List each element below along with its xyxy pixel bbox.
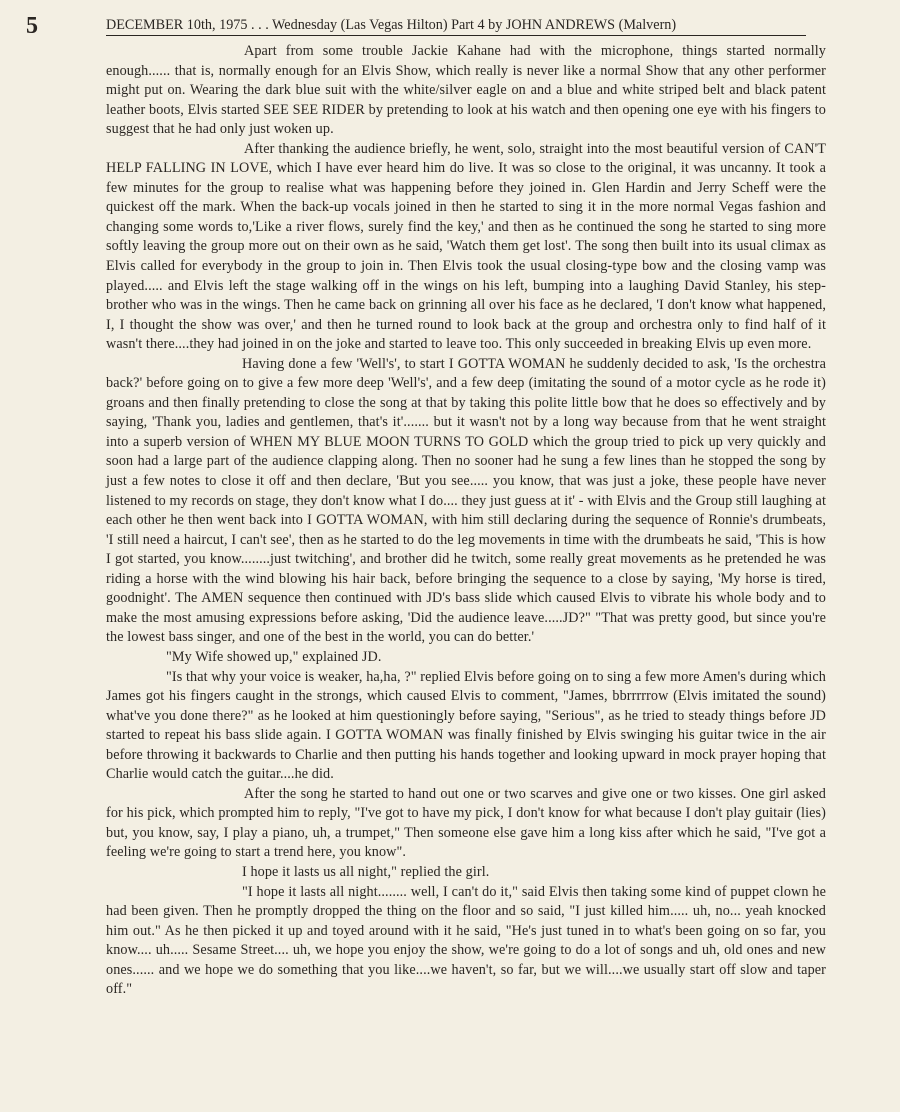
paragraph-4: "My Wife showed up," explained JD. bbox=[166, 648, 382, 665]
paragraph-1: Apart from some trouble Jackie Kahane had with the microphone, things started normally enough...... that is, normally enough for an Elvis Show, which really is never like a normal Show that any other performer might put on. Wearing the dark blue suit with the white/silver eagle on and a blue and white striped belt and black patent leather boots, Elvis started SEE SEE RIDER by pretending to look at his watch and then opening one eye with his fingers to suggest that he had only just woken up. bbox=[106, 43, 826, 138]
paragraph-2: After thanking the audience briefly, he went, solo, straight into the most beautiful version of CAN'T HELP FALLING IN LOVE, which I have ever heard him do live. It was so close to the original, it was uncanny. It took a few minutes for the group to realise what was happening before they joined in. Glen Hardin and Jerry Scheff were the quickest off the mark. When the back-up vocals joined in then he started to sing it in the more normal Vegas fashion and changing some words to,'Like a river flows, surely find the key,' and then as he continued the song he started to sing more softly leaving the group more out on their own as he said, 'Watch them get lost'. The song then built into its usual climax as Elvis called for everybody in the group to join in. Then Elvis took the usual closing-type bow and the closing vamp was played..... and Elvis left the stage walking off in the wings on his left, bumping into a laughing David Stanley, his step-brother who was in the wings. Then he came back on grinning all over his face as he declared, 'I don't know what happened, I, I thought the show was over,' and then he turned round to look back at the group and orchestra only to find half of it wasn't there....they had joined in on the joke and started to leave too. This only succeeded in breaking Elvis up even more. bbox=[106, 140, 826, 353]
article-body bbox=[106, 42, 826, 1000]
paragraph-8: "I hope it lasts all night........ well, I can't do it," said Elvis then taking some kind of puppet clown he had been given. Then he promptly dropped the thing on the floor and so said, "I just killed him..... uh, no... yeah knocked him out." As he then picked it up and toyed around with it he said, "He's just tuned in to what's been going on so far, you know.... uh..... Sesame Street.... uh, we hope you enjoy the show, we're going to do a lot of songs and uh, old ones and new ones...... and we hope we do something that you like....we haven't, so far, but we will....we usually start off slow and taper off." bbox=[106, 883, 826, 998]
paragraph-7: I hope it lasts us all night," replied the girl. bbox=[242, 863, 490, 880]
page-number: 5 bbox=[26, 13, 38, 39]
paragraph-6: After the song he started to hand out one or two scarves and give one or two kisses. One girl asked for his pick, which prompted him to reply, "I've got to have my pick, I don't know for what because I don't play guitair (lies) but, you know, say, I play a piano, uh, a trumpet," Then someone else gave him a long kiss after which he said, "I've got a feeling we're going to start a trend here, you know". bbox=[106, 785, 826, 861]
paragraph-5: "Is that why your voice is weaker, ha,ha, ?" replied Elvis before going on to sing a few more Amen's during which James got his fingers caught in the strongs, which caused Elvis to comment, "James, bbrrrrrow (Elvis imitated the sound) what've you done there?" as he looked at him questioningly before saying, "Serious", as he tried to steady things before JD started to repeat his bass slide again. I GOTTA WOMAN was finally finished by Elvis swinging his guitar twice in the air before throwing it backwards to Charlie and then putting his hands together and looking upward in mock prayer hoping that Charlie would catch the guitar....he did. bbox=[106, 668, 826, 783]
page-header: DECEMBER 10th, 1975 . . . Wednesday (Las Vegas Hilton) Part 4 by JOHN ANDREWS (Malvern) bbox=[106, 16, 806, 36]
paragraph-3: Having done a few 'Well's', to start I GOTTA WOMAN he suddenly decided to ask, 'Is the orchestra back?' before going on to give a few more deep 'Well's', and a few deep (imitating the sound of a motor cycle as he rode it) groans and then finally pretending to close the song at that by taking this polite little bow that he does so effectively and by saying, 'Thank you, ladies and gentlemen, that's it'....... but it wasn't not by a long way because from that he went straight into a superb version of WHEN MY BLUE MOON TURNS TO GOLD which the group tried to pick up very quickly and soon had a large part of the audience clapping along. Then no sooner had he sung a few lines than he stopped the song by just a few notes to close it off and then declare, 'But you see..... you know, that was just a joke, these people have never listened to my records on stage, they don't know what I do.... they just guess at it' - with Elvis and the Group still laughing at each other he then went back into I GOTTA WOMAN, with him still declaring during the sequence of Ronnie's drumbeats, 'I still need a haircut, I can't see', then as he started to do the leg movements in time with the drumbeats he said, 'This is how I got started, you know........just twitching', and brother did he twitch, some really great movements as he pretended he was riding a horse with the wind blowing his hair back, before bringing the sequence to a close by saying, 'My horse is tired, goodnight'. The AMEN sequence then continued with JD's bass slide which caused Elvis to vibrate his whole body and to make the most amusing expressions before asking, 'Did the audience leave.....JD?" "That was pretty good, but since you're the lowest bass singer, and one of the best in the world, you can do better.' bbox=[106, 355, 826, 646]
